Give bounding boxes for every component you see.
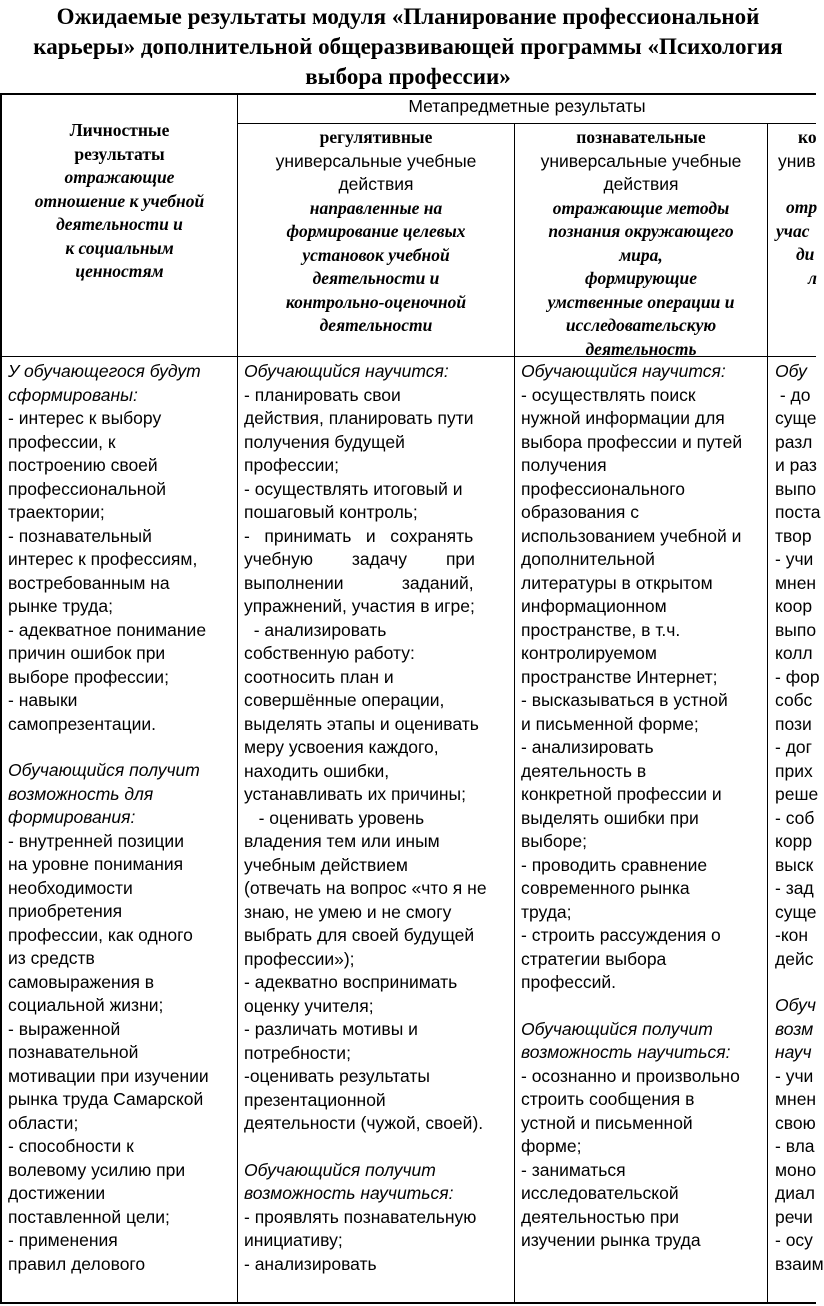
list-item: построению своей [8, 455, 158, 475]
list-item: - осуществлять поиск [521, 384, 696, 405]
regulative-desc-3: установок учебной [302, 244, 450, 265]
communicative-desc-4: л [808, 267, 817, 288]
list-item: - учи [775, 549, 814, 569]
list-item: исследовательской [521, 1183, 679, 1203]
list-item: стратегии выбора [521, 948, 667, 969]
list-item: мнен [775, 572, 817, 593]
regulative-desc-5: контрольно-оценочной [285, 291, 467, 312]
regulative-body [244, 360, 512, 1276]
list-item: нужной информации для [521, 408, 725, 428]
list-item: пространстве Интернет; [521, 666, 718, 687]
list-item: современного рынка [521, 878, 690, 898]
list-item: собс [775, 690, 813, 710]
cognitive-header [515, 126, 767, 361]
list-item: выпо [775, 619, 817, 640]
communicative-title: ко [798, 127, 817, 147]
list-item: профессий. [521, 972, 616, 992]
cognitive-intro2-2: возможность научиться: [521, 1042, 731, 1062]
personal-header-line-1: Личностные [69, 120, 170, 140]
communicative-desc-2: учас [776, 220, 810, 241]
cognitive-subtitle-2: действия [603, 174, 679, 194]
list-item: мотивации при изучении [8, 1065, 209, 1086]
communicative-intro: Обу [775, 361, 807, 381]
list-item: оценку учителя; [244, 995, 374, 1016]
list-item: самопрезентации. [8, 713, 157, 734]
list-item: дополнительной [521, 549, 655, 569]
personal-results-header [2, 119, 237, 284]
list-item: - различать мотивы и [244, 1019, 418, 1039]
communicative-intro2-2: возм [775, 1018, 814, 1039]
table-divider-3 [767, 123, 768, 1304]
list-item: профессии, к [8, 431, 116, 452]
list-item: - внутренней позиции [8, 830, 184, 851]
list-item: твор [775, 525, 812, 546]
list-item: - познавательный [8, 525, 152, 546]
list-item: - соб [775, 807, 815, 828]
list-item: - оценивать уровень [244, 807, 425, 828]
list-item: информационном [521, 596, 667, 616]
cognitive-desc-7: деятельность [585, 338, 697, 359]
list-item: - заниматься [521, 1159, 626, 1180]
personal-desc-2: отношение к учебной [34, 190, 205, 211]
list-item: использованием учебной и [521, 525, 742, 546]
list-item: рынке труда; [8, 596, 113, 616]
personal-desc-1: отражающие [64, 167, 175, 187]
cognitive-desc-4: формирующие [584, 268, 697, 288]
list-item: совершённые операции, [244, 690, 445, 710]
list-item: деятельностью при [521, 1206, 679, 1227]
page-title [0, 2, 816, 92]
list-item: получения [521, 455, 607, 475]
list-item: - вла [775, 1136, 815, 1156]
personal-desc-3: деятельности и [56, 214, 183, 234]
list-item: выбрать для своей будущей [244, 925, 475, 945]
list-item: собственную работу: [244, 643, 415, 663]
list-item: строить сообщения в [521, 1089, 695, 1109]
list-item: причин ошибок при [8, 643, 166, 663]
list-item: выборе; [521, 831, 587, 851]
cognitive-intro: Обучающийся научится: [521, 361, 726, 381]
personal-intro-1: У обучающегося будут [8, 361, 201, 381]
list-item: труда; [521, 901, 572, 922]
list-item: траектории; [8, 502, 105, 522]
cognitive-desc-2: познания окружающего [548, 221, 734, 241]
personal-intro2-3: формирования: [8, 807, 136, 827]
list-item: мнен [775, 1089, 817, 1109]
list-item: востребованным на [8, 572, 170, 593]
list-item: суще [775, 408, 817, 428]
list-item: волевому усилию при [8, 1159, 186, 1180]
list-item: прих [775, 760, 813, 781]
list-item: пространстве, в т.ч. [521, 619, 681, 640]
regulative-subtitle-1: универсальные учебные [275, 150, 477, 171]
list-item: области; [8, 1112, 79, 1133]
list-item: - проявлять познавательную [244, 1206, 477, 1227]
list-item: деятельность в [521, 760, 647, 781]
title-line-1: Ожидаемые результаты модуля «Планирование профессиональной [56, 4, 760, 29]
list-item: правил делового [8, 1253, 146, 1274]
list-item: познавательной [8, 1042, 139, 1062]
list-item: реше [775, 784, 819, 804]
list-item: - анализировать [521, 737, 654, 757]
list-item: на уровне понимания [8, 854, 184, 874]
list-item: - выраженной [8, 1018, 121, 1039]
list-item: профессиональной [8, 478, 166, 499]
list-item: коор [775, 596, 813, 616]
list-item: образования с [521, 502, 639, 522]
list-item: - дог [775, 737, 813, 757]
cognitive-title: познавательные [576, 127, 706, 147]
regulative-desc-4: деятельности и [312, 268, 440, 288]
list-item: - зад [775, 878, 814, 898]
regulative-desc-2: формирование целевых [286, 221, 466, 241]
personal-intro2-1: Обучающийся получит [8, 760, 200, 780]
list-item: - способности к [8, 1136, 134, 1156]
list-item: - до [775, 384, 811, 405]
table-bottom-border [0, 1302, 816, 1304]
list-item: - принимать и сохранять [244, 525, 474, 546]
list-item: профессионального [521, 478, 685, 499]
list-item: выделять этапы и оценивать [244, 713, 479, 734]
list-item: и раз [775, 455, 817, 475]
title-line-3: выбора профессии» [305, 64, 511, 89]
communicative-header [776, 126, 816, 290]
list-item: потребности; [244, 1042, 351, 1063]
cognitive-body [521, 360, 765, 1253]
list-item: - анализировать [244, 619, 387, 640]
list-item: учебную задачу при [244, 549, 475, 569]
list-item: (отвечать на вопрос «что я не [244, 878, 487, 898]
personal-header-line-2: результаты [74, 143, 165, 164]
personal-intro2-2: возможность для [8, 783, 154, 804]
list-item: упражнений, участия в игре; [244, 596, 475, 616]
cognitive-desc-6: исследовательскую [565, 315, 717, 335]
list-item: соотносить план и [244, 666, 394, 687]
list-item: колл [775, 643, 813, 663]
list-item: из средств [8, 948, 95, 968]
list-item: пози [775, 713, 812, 734]
regulative-header [238, 126, 514, 338]
list-item: суще [775, 901, 817, 922]
list-item: корр [775, 831, 813, 851]
list-item: - строить рассуждения о [521, 925, 721, 945]
communicative-body [775, 360, 824, 1276]
personal-desc-5: ценностям [75, 261, 164, 281]
list-item: речи [775, 1206, 813, 1227]
cognitive-desc-5: умственные операции и [547, 291, 735, 312]
list-item: социальной жизни; [8, 995, 164, 1015]
list-item: выск [775, 854, 814, 875]
list-item: - адекватно воспринимать [244, 972, 458, 992]
list-item: действия, планировать пути [244, 408, 474, 428]
regulative-title: регулятивные [319, 127, 433, 147]
list-item: изучении рынка труда [521, 1230, 701, 1250]
communicative-subtitle: унив [778, 150, 816, 171]
list-item: - фор [775, 666, 820, 687]
list-item: устанавливать их причины; [244, 784, 466, 804]
list-item: достижении [8, 1183, 106, 1203]
list-item: получения будущей [244, 431, 405, 452]
personal-intro-2: сформированы: [8, 384, 138, 405]
list-item: контролируемом [521, 643, 657, 663]
list-item: - применения [8, 1230, 118, 1250]
list-item: литературы в открытом [521, 572, 713, 593]
regulative-intro2-2: возможность научиться: [244, 1183, 454, 1203]
list-item: - планировать свои [244, 384, 401, 405]
list-item: -оценивать результаты [244, 1066, 430, 1086]
list-item: выпо [775, 478, 817, 499]
list-item: выбора профессии и путей [521, 431, 743, 452]
list-item: - интерес к выбору [8, 408, 162, 428]
list-item: профессии, как одного [8, 924, 193, 945]
list-item: рынка труда Самарской [8, 1089, 204, 1109]
list-item: дейс [775, 948, 814, 969]
communicative-intro2-1: Обуч [775, 995, 816, 1015]
regulative-intro2-1: Обучающийся получит [244, 1159, 436, 1180]
list-item: выделять ошибки при [521, 807, 699, 828]
list-item: - осознанно и произвольно [521, 1065, 740, 1086]
title-line-2: карьеры» дополнительной общеразвивающей программы «Психология [33, 34, 783, 59]
list-item: владения тем или иным [244, 831, 440, 851]
list-item: поста [775, 502, 821, 522]
list-item: свою [775, 1112, 816, 1133]
cognitive-intro2-1: Обучающийся получит [521, 1018, 713, 1039]
list-item: деятельности (чужой, своей). [244, 1113, 484, 1133]
list-item: профессии»); [244, 948, 355, 969]
cognitive-desc-1: отражающие методы [552, 197, 730, 218]
list-item: профессии; [244, 455, 339, 475]
list-item: меру усвоения каждого, [244, 737, 439, 757]
list-item: пошаговый контроль; [244, 502, 418, 522]
list-item: - осуществлять итоговый и [244, 478, 463, 499]
regulative-desc-1: направленные на [309, 197, 443, 218]
communicative-desc-3: ди [796, 244, 815, 264]
list-item: - учи [775, 1065, 814, 1086]
list-item: - проводить сравнение [521, 854, 708, 875]
list-item: знаю, не умею и не смогу [244, 901, 452, 922]
table-subheader-border [238, 123, 816, 124]
communicative-desc-1: отр [786, 197, 818, 217]
list-item: инициативу; [244, 1230, 343, 1250]
cognitive-subtitle-1: универсальные учебные [540, 150, 742, 171]
list-item: -кон [775, 925, 809, 945]
list-item: поставленной цели; [8, 1206, 170, 1227]
list-item: форме; [521, 1136, 582, 1156]
list-item: презентационной [244, 1089, 386, 1110]
list-item: - высказываться в устной [521, 690, 728, 710]
list-item: - навыки [8, 690, 78, 710]
communicative-intro2-3: науч [775, 1042, 812, 1062]
list-item: и письменной форме; [521, 713, 699, 734]
personal-results-body [8, 360, 237, 1276]
list-item: - адекватное понимание [8, 619, 207, 640]
list-item: - осу [775, 1230, 813, 1250]
meta-results-header: Метапредметные результаты [408, 96, 646, 116]
cognitive-desc-3: мира, [619, 244, 663, 265]
list-item: - анализировать [244, 1253, 377, 1274]
list-item: моно [775, 1159, 817, 1180]
list-item: необходимости [8, 877, 133, 898]
list-item: взаим [775, 1253, 824, 1274]
regulative-desc-6: деятельности [319, 315, 433, 335]
list-item: диал [775, 1183, 815, 1203]
list-item: выполнении заданий, [244, 572, 474, 593]
list-item: устной и письменной [521, 1112, 693, 1133]
regulative-intro: Обучающийся научится: [244, 361, 449, 381]
personal-desc-4: к социальным [65, 237, 174, 258]
list-item: приобретения [8, 901, 123, 921]
list-item: конкретной профессии и [521, 784, 722, 804]
table-top-border [0, 93, 816, 95]
list-item: разл [775, 431, 813, 452]
list-item: выборе профессии; [8, 666, 169, 687]
regulative-subtitle-2: действия [338, 174, 414, 194]
list-item: учебным действием [244, 854, 408, 875]
list-item: самовыражения в [8, 971, 155, 992]
list-item: интерес к профессиям, [8, 549, 198, 569]
list-item: находить ошибки, [244, 760, 390, 781]
